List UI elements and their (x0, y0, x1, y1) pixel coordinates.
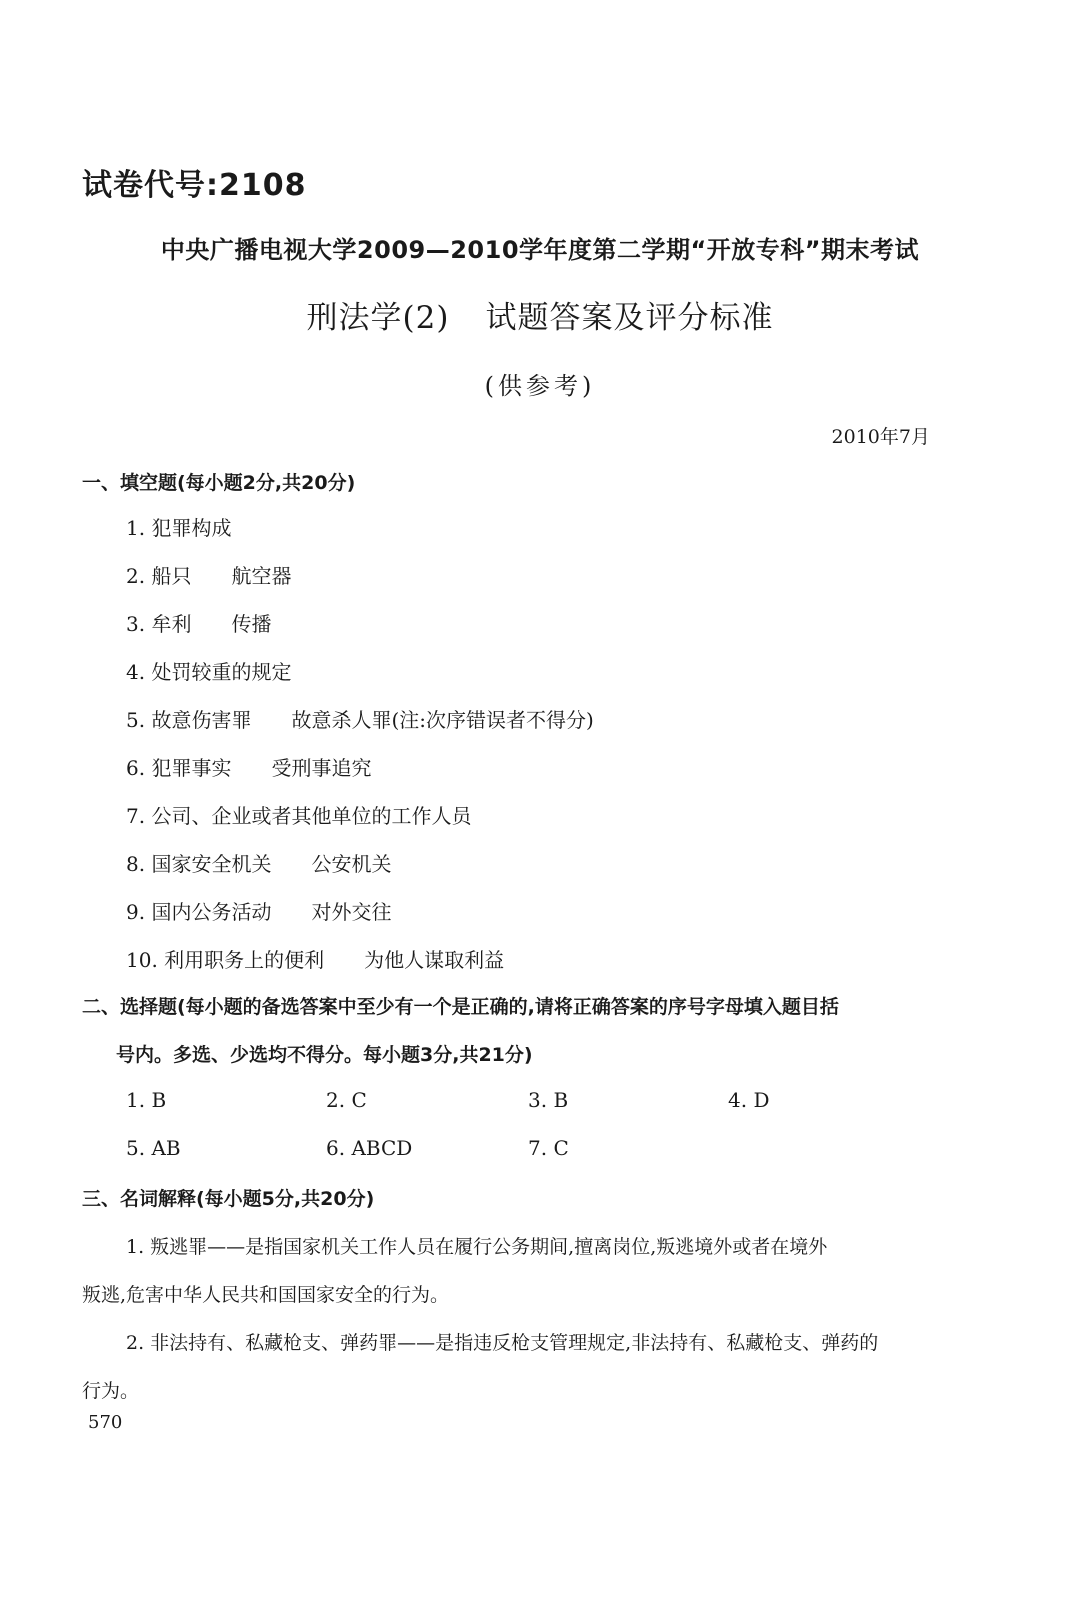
answer-a: 10. 利用职务上的便利 (126, 948, 325, 972)
answer-a: 9. 国内公务活动 (126, 900, 272, 924)
answer-a: 8. 国家安全机关 (126, 852, 272, 876)
page-number: 570 (88, 1412, 123, 1433)
exam-header: 中央广播电视大学2009—2010学年度第二学期“开放专科”期末考试 (160, 236, 920, 264)
answer-b: 故意杀人罪(注:次序错误者不得分) (291, 708, 594, 732)
course-name: 刑法学(2) (306, 300, 450, 336)
section-3-heading: 三、名词解释(每小题5分,共20分) (82, 1188, 375, 1210)
definition-paragraph-cont: 行为。 (82, 1380, 140, 1402)
definition-paragraph: 1. 叛逃罪——是指国家机关工作人员在履行公务期间,擅离岗位,叛逃境外或者在境外 (126, 1236, 828, 1258)
section-2-heading: 二、选择题(每小题的备选答案中至少有一个是正确的,请将正确答案的序号字母填入题目括 (82, 996, 839, 1018)
title-text: 试题答案及评分标准 (485, 300, 774, 336)
answer-item (126, 512, 231, 541)
document-title (0, 292, 1080, 337)
answer-item (126, 944, 504, 973)
answer-b: 公安机关 (311, 852, 392, 876)
answer-item (126, 800, 471, 829)
reference-note: (供参考) (484, 372, 596, 400)
answer-item (126, 608, 271, 637)
choice-answer: 4. D (728, 1088, 770, 1112)
choice-answer: 7. C (528, 1136, 569, 1160)
choice-answer: 1. B (126, 1088, 167, 1112)
answer-a: 3. 牟利 (126, 612, 192, 636)
choice-answer: 2. C (326, 1088, 367, 1112)
answer-b: 航空器 (231, 564, 292, 588)
answer-a: 5. 故意伤害罪 (126, 708, 252, 732)
answer-a: 4. 处罚较重的规定 (126, 660, 292, 684)
answer-item (126, 896, 391, 925)
definition-paragraph-cont: 叛逃,危害中华人民共和国国家安全的行为。 (82, 1284, 450, 1306)
answer-b: 为他人谋取利益 (364, 948, 505, 972)
section-2-heading-cont: 号内。多选、少选均不得分。每小题3分,共21分) (116, 1044, 533, 1066)
choice-answer: 6. ABCD (326, 1136, 413, 1160)
answer-item (126, 560, 291, 589)
choice-answer: 3. B (528, 1088, 569, 1112)
exam-code: 试卷代号:2108 (82, 168, 307, 203)
answer-b: 传播 (231, 612, 272, 636)
section-1-heading: 一、填空题(每小题2分,共20分) (82, 472, 356, 494)
answer-a: 2. 船只 (126, 564, 192, 588)
answer-b: 受刑事追究 (271, 756, 372, 780)
answer-item (126, 704, 594, 733)
answer-a: 7. 公司、企业或者其他单位的工作人员 (126, 804, 472, 828)
answer-b: 对外交往 (311, 900, 392, 924)
answer-a: 1. 犯罪构成 (126, 516, 232, 540)
answer-item (126, 656, 291, 685)
exam-date: 2010年7月 (831, 426, 930, 448)
answer-a: 6. 犯罪事实 (126, 756, 232, 780)
answer-item (126, 752, 371, 781)
answer-item (126, 848, 391, 877)
choice-answer: 5. AB (126, 1136, 181, 1160)
definition-paragraph: 2. 非法持有、私藏枪支、弹药罪——是指违反枪支管理规定,非法持有、私藏枪支、弹药的 (126, 1332, 879, 1354)
